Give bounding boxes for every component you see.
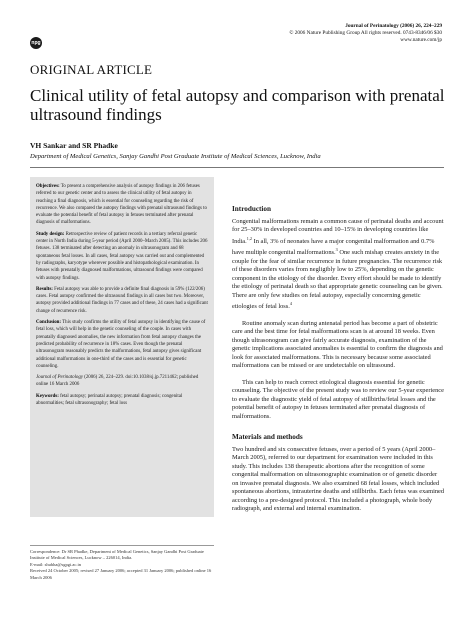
publisher-logo: npg	[30, 37, 42, 49]
abstract-conclusion	[36, 319, 208, 370]
abstract-keywords	[36, 393, 208, 408]
methods-heading: Materials and methods	[232, 433, 303, 442]
intro-paragraph-3: This can help to reach correct etiological diagnosis essential for genetic counseling. The objective of the present study was to review our 5-year experience to evaluate the diagnostic yield of fetal autopsy of stillbirths/fetal losses and the potential benefit of autopsy in fetuses terminated after prenatal diagnosis of malformations.	[232, 378, 444, 420]
intro-p1-part-b: In all, 3% of neonates have a major congenital malformation and 0.7% have multiple congenital malformations.	[232, 237, 435, 257]
keywords-text: fetal autopsy; perinatal autopsy; prenatal diagnosis; congenital abnormalities; fetal ultrasonography; fetal loss	[36, 393, 183, 407]
introduction-heading: Introduction	[232, 205, 272, 213]
section-label: ORIGINAL ARTICLE	[30, 62, 153, 77]
copyright-line: © 2006 Nature Publishing Group All rights reserved. 0743-8346/06 $30	[289, 30, 442, 36]
objectives-text: To present a comprehensive analysis of autopsy findings in 206 fetuses referred to our genetic center and to assess the clinical utility of fetal autopsy in reaching a final diagnosis, which is essential for counseling regarding the risk of recurrence. We also compared the autopsy findings with prenatal ultrasound findings to evaluate the potential benefit of fetal autopsy in fetuses terminated after prenatal diagnosis of malformations.	[36, 184, 207, 226]
journal-header	[289, 23, 442, 44]
conclusion-label: Conclusion:	[36, 320, 62, 326]
reference-marker[interactable]: 3	[335, 247, 338, 253]
intro-p1-part-a: Congenital malformations remain a common cause of perinatal deaths and account for 25–30% in developed countries and 10–15% in developing countries like India.	[232, 217, 444, 245]
article-title: Clinical utility of fetal autopsy and comparison with prenatal ultrasound findings	[30, 86, 445, 124]
article-authors: VH Sankar and SR Phadke	[30, 141, 118, 150]
keywords-label: Keywords:	[36, 393, 59, 399]
abstract-objectives	[36, 183, 208, 227]
design-text: Retrospective review of patient records in a tertiary referral genetic center in North India during 5-year period (April 2000–March 2005). This includes 206 fetuses. 138 terminated after detecting an anomaly in ultrasonogram and 68 spontaneous fetal losses. In all cases, fetal autopsy was carried out and complemented by radiographs, karyotype wherever possible and histopathological examination. In fetuses with prenatally diagnosed malformations, ultrasound findings were compared with autopsy findings.	[36, 231, 208, 281]
intro-p1-part-c: One such mishap creates anxiety in the couple for the fear of similar recurrence in future pregnancies. The recurrence risk of these disorders varies from negligibly low to 25%, depending on the genetic component in the etiology of the disorder. Every effort should be made to identify the etiology of perinatal death so that appropriate genetic counseling can be given. There are only few studies on fetal autopsy, especially concerning genetic etiologies of fetal loss.	[232, 249, 443, 311]
correspondence-email[interactable]: E-mail: shubha@sgpgi.ac.in	[30, 561, 82, 567]
methods-paragraph-1: Two hundred and six consecutive fetuses, over a period of 5 years (April 2000–March 2005), referred to our department for examination were included in this study. This includes 138 therapeutic abortions after the recognition of some congenital malformation on ultrasonographic examination or of genetic disorder on invasive prenatal diagnosis. We also examined 68 fetal losses, which included spontaneous abortions, intrauterine deaths and stillbirths. Each fetus was examined according to a pre-designed protocol. This included a photograph, whole body radiograph, and external and internal examination.	[232, 445, 445, 513]
correspondence-address: Correspondence: Dr SR Phadke, Department of Medical Genetics, Sanjay Gandhi Post Graduate Institute of Medical Sciences, Lucknow – 226014, India.	[30, 549, 204, 561]
journal-url[interactable]: www.nature.com/jp	[400, 37, 442, 43]
header-divider	[30, 167, 444, 168]
abstract-results	[36, 286, 208, 315]
received-dates: Received 24 October 2005; revised 27 January 2006; accepted 31 January 2006; published online 16 March 2006	[30, 568, 212, 580]
correspondence-footnote	[30, 545, 214, 581]
journal-citation-line: Journal of Perinatology (2006) 26, 224–229	[345, 23, 442, 29]
intro-paragraph-1	[232, 218, 445, 312]
results-text: Fetal autopsy was able to provide a definite final diagnosis in 59% (122/206) cases. Fetal autopsy confirmed the ultrasound findings in all cases but two. Moreover, autopsy provided additional findings in 77 cases and of these, 24 cases had a significant change of recurrence risk.	[36, 286, 208, 314]
reference-marker[interactable]: 4	[289, 301, 292, 307]
abstract-citation	[36, 374, 208, 389]
citation-journal: Journal of Perinatology	[36, 375, 83, 381]
objectives-label: Objectives:	[36, 184, 60, 189]
abstract-box	[30, 177, 214, 517]
reference-marker[interactable]: 1,2	[246, 235, 252, 241]
intro-paragraph-2: Routine anomaly scan during antenatal period has become a part of obstetric care and the best time for fetal malformations scan is at around 18 weeks. Even though ultrasonogram can give fairly accurate diagnosis, examination of the genetic implications associated anomalies is essential to confirm the diagnosis and look for associated malformations. This is necessary because some associated malformations can be missed or are undetectable on ultrasound.	[232, 319, 443, 370]
citation-details: (2006) 26, 224–229. doi:10.1038/sj.jp.7211462; published online 16 March 2006	[36, 375, 199, 388]
main-text-column	[232, 205, 445, 522]
design-label: Study design:	[36, 231, 65, 237]
abstract-design	[36, 231, 208, 282]
conclusion-text: This study confirms the utility of fetal autopsy in identifying the cause of fetal loss, which will help in the genetic counseling of the couple. In cases with prenatally diagnosed anomalies, the new information from fetal autopsy changes the predicted probability of recurrence in 18% cases. Even though the prenatal ultrasonogram reasonably predicts the malformations, fetal autopsy gives significant additional malformations in one-third of the cases and is essential for genetic counseling.	[36, 320, 206, 369]
author-affiliation: Department of Medical Genetics, Sanjay Gandhi Post Graduate Institute of Medical Sciences, Lucknow, India	[30, 153, 321, 160]
results-label: Results:	[36, 286, 53, 292]
